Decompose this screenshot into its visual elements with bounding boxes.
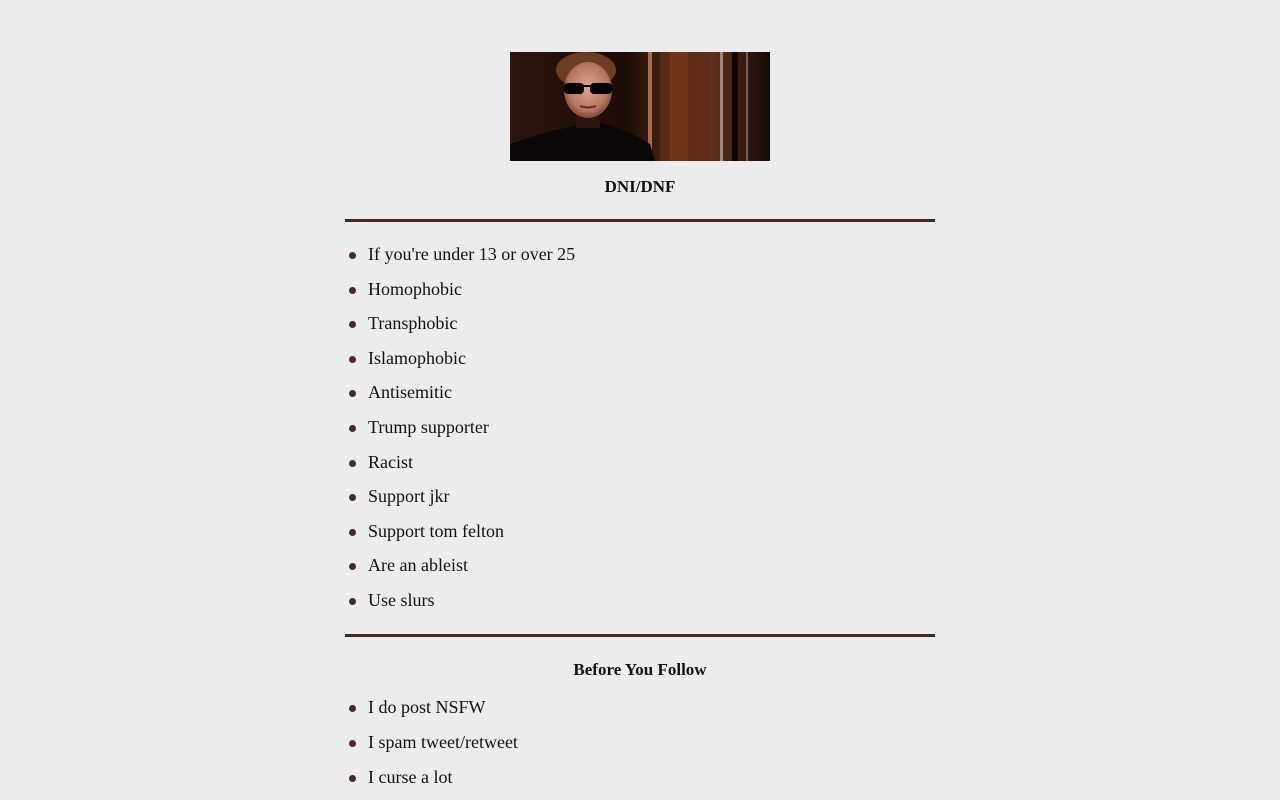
bullet-icon [349,740,356,747]
list-item-text: Are an ableist [368,555,468,576]
divider-bottom [345,634,935,637]
list-item [345,416,935,438]
bullet-icon [349,529,356,536]
bullet-icon [349,775,356,782]
bullet-icon [349,321,356,328]
list-item-text: Islamophobic [368,347,466,368]
list-item [345,520,935,542]
list-item [345,347,935,369]
list-item [345,451,935,473]
list-item-text: Antisemitic [368,382,452,403]
list-item [345,766,935,788]
bullet-icon [349,287,356,294]
list-item-text: Trump supporter [368,416,489,437]
follow-title: Before You Follow [573,660,707,679]
bullet-icon [349,460,356,467]
list-item [345,731,935,753]
bullet-icon [349,494,356,501]
list-item-text: Use slurs [368,589,435,610]
bullet-icon [349,598,356,605]
list-item [345,485,935,507]
list-item-text: Racist [368,451,413,472]
list-item-text: Support tom felton [368,520,504,541]
banner-image [510,52,770,161]
list-item-text: I spam tweet/retweet [368,732,518,752]
list-item [345,381,935,403]
bullet-icon [349,563,356,570]
list-item-text: I curse a lot [368,767,453,787]
list-item-text: I do post NSFW [368,697,486,717]
bullet-icon [349,252,356,259]
list-item [345,589,935,611]
list-item [345,278,935,300]
list-item [345,554,935,576]
bullet-icon [349,356,356,363]
bullet-icon [349,390,356,397]
bullet-icon [349,705,356,712]
list-item [345,243,935,265]
list-item-text: Homophobic [368,278,462,299]
bullet-icon [349,425,356,432]
dni-list [345,243,935,611]
list-item [345,312,935,334]
divider-top [345,219,935,222]
list-item-text: If you're under 13 or over 25 [368,244,576,264]
follow-list [345,696,935,788]
list-item [345,696,935,718]
banner-photo [510,52,770,161]
dni-title: DNI/DNF [604,177,676,196]
list-item-text: Transphobic [368,313,458,334]
list-item-text: Support jkr [368,486,450,507]
